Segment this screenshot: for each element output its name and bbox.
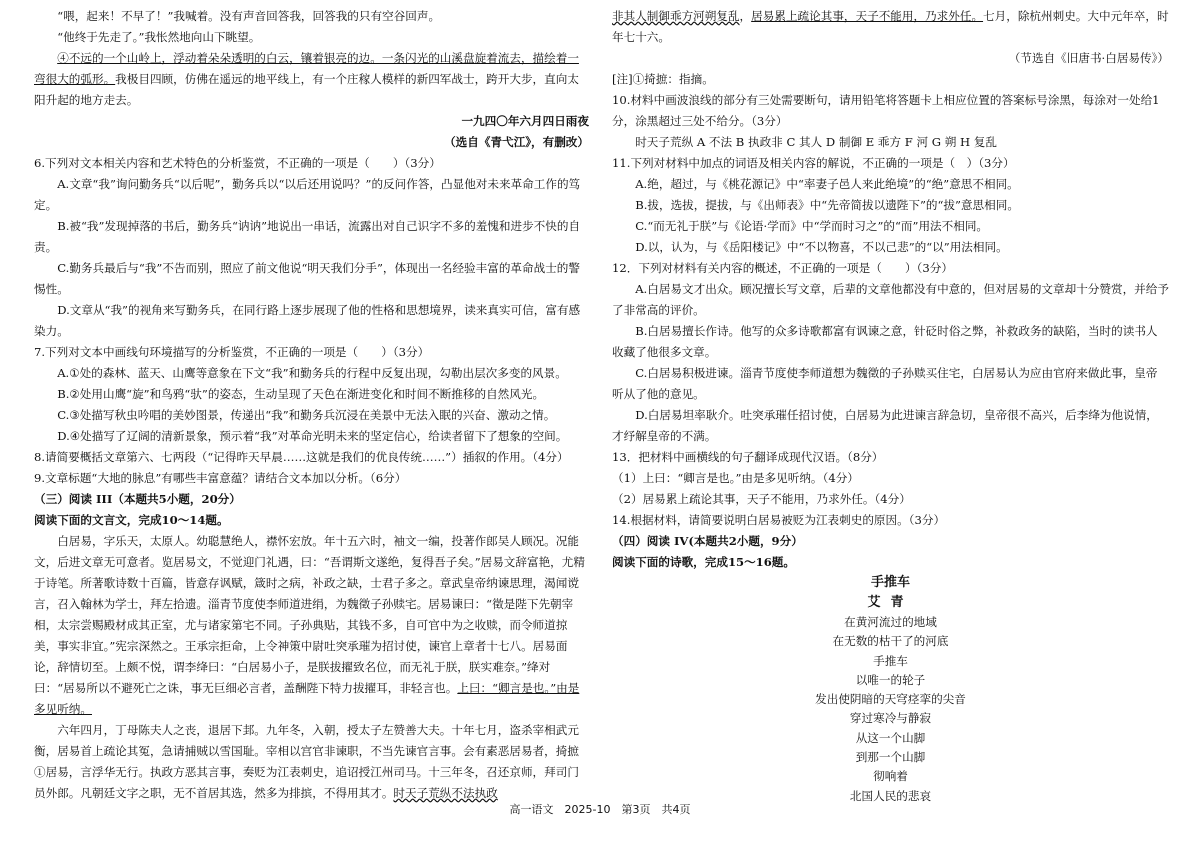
essay-date: 一九四〇年六月四日雨夜 xyxy=(461,114,589,128)
underlined-sentence: 居易累上疏论其事，天子不能用，乃求外任。 xyxy=(751,9,984,23)
essay-source: （选自《青弋江》，有删改） xyxy=(444,135,589,149)
question-10-text: 时天子荒纵 A 不法 B 执政非 C 其人 D 制御 E 乖方 F 河 G 朔 H 复乱 xyxy=(635,135,997,149)
poem-line: 手推车 xyxy=(873,653,908,668)
classical-paragraph-2 xyxy=(34,720,589,804)
poem-line: 以唯一的轮子 xyxy=(855,672,926,687)
option: B.②处用山鹰“旋”和鸟鸦“驮”的姿态，生动呈现了天色在渐进变化和时间不断推移的自然风光。 xyxy=(57,387,545,401)
classical-text: 七月，除杭州刺史。大中元年卒，时年七十六。 xyxy=(612,9,1169,44)
poem-line: 到那一个山脚 xyxy=(855,750,926,765)
wavy-underlined-text: 非其人制御乖方河朔复乱 xyxy=(612,9,740,23)
sub-question: （1）上曰：“卿言是也。”由是多见听纳。（4分） xyxy=(612,471,859,485)
text-line: “喂，起来！不早了！”我喊着。没有声音回答我，回答我的只有空谷回声。 xyxy=(57,9,441,23)
question-11: 11.下列对材料中加点的词语及相关内容的解说，不正确的一项是（ ）（3分） xyxy=(612,156,1015,170)
section-4-instruction: 阅读下面的诗歌，完成15～16题。 xyxy=(612,555,795,569)
option: C.③处描写秋虫吟唱的美妙图景，传递出“我”和勤务兵沉浸在美景中无法入眠的兴奋、激动之情。 xyxy=(57,408,556,422)
poem-line: 在黄河流过的地域 xyxy=(844,615,937,629)
question-8: 8.请简要概括文章第六、七两段（“记得昨天早晨……这就是我们的优良传统……”）插叙的作用。（4分） xyxy=(34,450,569,464)
page-footer: 高一语文 2025-10 第3页 共4页 xyxy=(509,803,691,816)
question-13: 13．把材料中画横线的句子翻译成现代汉语。（8分） xyxy=(612,450,884,464)
option: D.以，认为，与《岳阳楼记》中“不以物喜，不以己悲”的“以”用法相同。 xyxy=(635,240,1008,254)
option: A.绝，超过，与《桃花源记》中“率妻子邑人来此绝境”的“绝”意思不相同。 xyxy=(635,177,1019,191)
poem-line: 彻响着 xyxy=(873,769,908,784)
poem-line: 发出使阴暗的天穹痉挛的尖音 xyxy=(815,692,966,707)
poem xyxy=(612,573,1169,806)
poem-title: 手推车 xyxy=(870,575,910,590)
wavy-underlined-text: 时天子荒纵不法执政 xyxy=(393,786,498,800)
section-3-heading: （三）阅读 III（本题共5小题，20分） xyxy=(34,492,241,506)
option: A.①处的森林、蓝天、山鹰等意象在下文“我”和勤务兵的行程中反复出现，勾勒出层次多变的风景。 xyxy=(57,366,567,380)
poem-author: 艾青 xyxy=(867,595,914,610)
underlined-sentence: ④不远的一个山岭上，浮动着朵朵透明的白云，镶着银亮的边。一条闪光的山溪盘旋着流去，描绘着一弯很大的弧形。 xyxy=(34,51,579,86)
paragraph-text: 我极目四顾，仿佛在遥远的地平线上，有一个庄稼人模样的新四军战士，跨开大步，直向太阳升起的地方走去。 xyxy=(34,72,579,107)
classical-continuation: 非其人制御乖方河朔复乱，居易累上疏论其事，天子不能用，乃求外任。七月，除杭州刺史。大中元年卒，时年七十六。 xyxy=(612,9,1169,44)
poem-line: 北国人民的悲哀 xyxy=(849,788,932,803)
classical-source: （节选自《旧唐书·白居易传》） xyxy=(1008,51,1169,65)
question-12: 12．下列对材料有关内容的概述，不正确的一项是（ ）（3分） xyxy=(612,261,953,275)
question-10: 10.材料中画波浪线的部分有三处需要断句，请用铅笔将答题卡上相应位置的答案标号涂黑，每涂对一处给1分，涂黑超过三处不给分。（3分） xyxy=(612,93,1160,128)
option: C.白居易积极进谏。淄青节度使李师道想为魏徵的子孙赎买住宅，白居易认为应由官府来做此事，皇帝听从了他的意见。 xyxy=(612,366,1158,401)
footnote: [注]①掎摭：指摘。 xyxy=(612,72,714,86)
option: C.“而无礼于朕”与《论语·学而》中“学而时习之”的“而”用法不相同。 xyxy=(635,219,989,233)
underlined-sentence: 上曰：“卿言是也。”由是多见听纳。 xyxy=(34,681,580,716)
poem-line: 穿过寒冷与静寂 xyxy=(849,711,932,726)
option: C.勤务兵最后与“我”不告而别，照应了前文他说“明天我们分手”，体现出一名经验丰富的革命战士的警惕性。 xyxy=(34,261,580,296)
option: B.拔，选拔，提拔，与《出师表》中“先帝简拔以遗陛下”的“拔”意思相同。 xyxy=(635,198,1019,212)
option: B.被“我”发现掉落的书后，勤务兵“讷讷”地说出一串话，流露出对自己识字不多的羞愧和进步不快的自责。 xyxy=(34,219,581,254)
option: B.白居易擅长作诗。他写的众多诗歌都富有讽谏之意，针砭时俗之弊，补救政务的缺陷，当时的读书人收藏了他很多文章。 xyxy=(612,324,1158,359)
option: D.白居易坦率耿介。吐突承璀任招讨使，白居易为此进谏言辞急切，皇帝很不高兴，后李绛为他说情，才纾解皇帝的不满。 xyxy=(612,408,1158,443)
section-3-instruction: 阅读下面的文言文，完成10～14题。 xyxy=(34,513,229,527)
option: A.文章“我”询问勤务兵“以后呢”，勤务兵以“以后还用说吗？”的反问作答，凸显他对未来革命工作的笃定。 xyxy=(34,177,581,212)
question-6: 6.下列对文本相关内容和艺术特色的分析鉴赏，不正确的一项是（ ）（3分） xyxy=(34,156,441,170)
paragraph-4 xyxy=(34,48,589,111)
poem-line: 在无数的枯干了的河底 xyxy=(832,634,949,649)
classical-text: 六年四月，丁母陈夫人之丧，退居下邽。九年冬，入朝，授太子左赞善大夫。十年七月，盗杀宰相武元衡，居易首上疏论其冤，急请捕贼以雪国耻。宰相以宫官非谏职，不当先谏官言事。会有素恶居易者，掎摭①居易，言浮华无行。执政方恶其言事，奏贬为江表刺史，追诏授江州司马。十三年冬，召还京师，拜司门员外郎。凡朝廷文字之职，无不首居其选，然多为排摈，不得用其才。 xyxy=(34,723,579,800)
classical-text: 白居易，字乐天，太原人。幼聪慧绝人，襟怀宏放。年十五六时，袖文一编，投著作郎吴人顾况。况能文，后进文章无可意者。览居易文，不觉迎门礼遇，曰：“吾谓斯文遂绝，复得吾子矣。”居易文辞富艳，尤精于诗笔。所著歌诗数十百篇，皆意存讽赋，箴时之病，补政之缺，士君子多之。章武皇帝纳谏思理，渴闻谠言，召入翰林为学士，拜左拾遗。淄青节度使李师道进绢，为魏徵子孙赎宅。居易谏曰：“徵是陛下先朝宰相，太宗尝赐殿材成其正室，尤与诸家第宅不同。子孙典贴，其钱不多，自可官中为之收赎，而令师道掠美，事实非宜。”宪宗深然之。王承宗拒命，上令神策中尉吐突承璀为招讨使，谏官上章者十七八。居易面论，辞情切至。上颇不悦，谓李绛曰：“白居易小子，是朕拔擢致名位，而无礼于朕，朕实难奈。”绛对曰：“居易所以不避死亡之诛，事无巨细必言者，盖酬陛下特力拔擢耳，非轻言也。 xyxy=(34,534,585,695)
option: A.白居易文才出众。顾况擅长写文章，后辈的文章他都没有中意的，但对居易的文章却十分赞赏，并给予了非常高的评价。 xyxy=(612,282,1169,317)
text-line: “他终于先走了。”我怅然地向山下眺望。 xyxy=(57,30,261,44)
option: D.文章从“我”的视角来写勤务兵，在同行路上逐步展现了他的性格和思想境界，读来真实可信，富有感染力。 xyxy=(34,303,581,338)
question-14: 14.根据材料，请简要说明白居易被贬为江表刺史的原因。（3分） xyxy=(612,513,946,527)
question-7: 7.下列对文本中画线句环境描写的分析鉴赏，不正确的一项是（ ）（3分） xyxy=(34,345,430,359)
question-9: 9.文章标题“大地的脉息”有哪些丰富意蕴？请结合文本加以分析。（6分） xyxy=(34,471,407,485)
section-4-heading: （四）阅读 IV(本题共2小题，9分） xyxy=(612,534,803,548)
poem-line: 从这一个山脚 xyxy=(855,730,926,745)
left-column xyxy=(34,6,589,804)
option: D.④处描写了辽阔的清新景象，预示着“我”对革命光明未来的坚定信心，给读者留下了想象的空间。 xyxy=(57,429,568,443)
classical-paragraph-1 xyxy=(34,531,589,720)
right-column xyxy=(612,6,1169,806)
sub-question: （2）居易累上疏论其事，天子不能用，乃求外任。（4分） xyxy=(612,492,911,506)
